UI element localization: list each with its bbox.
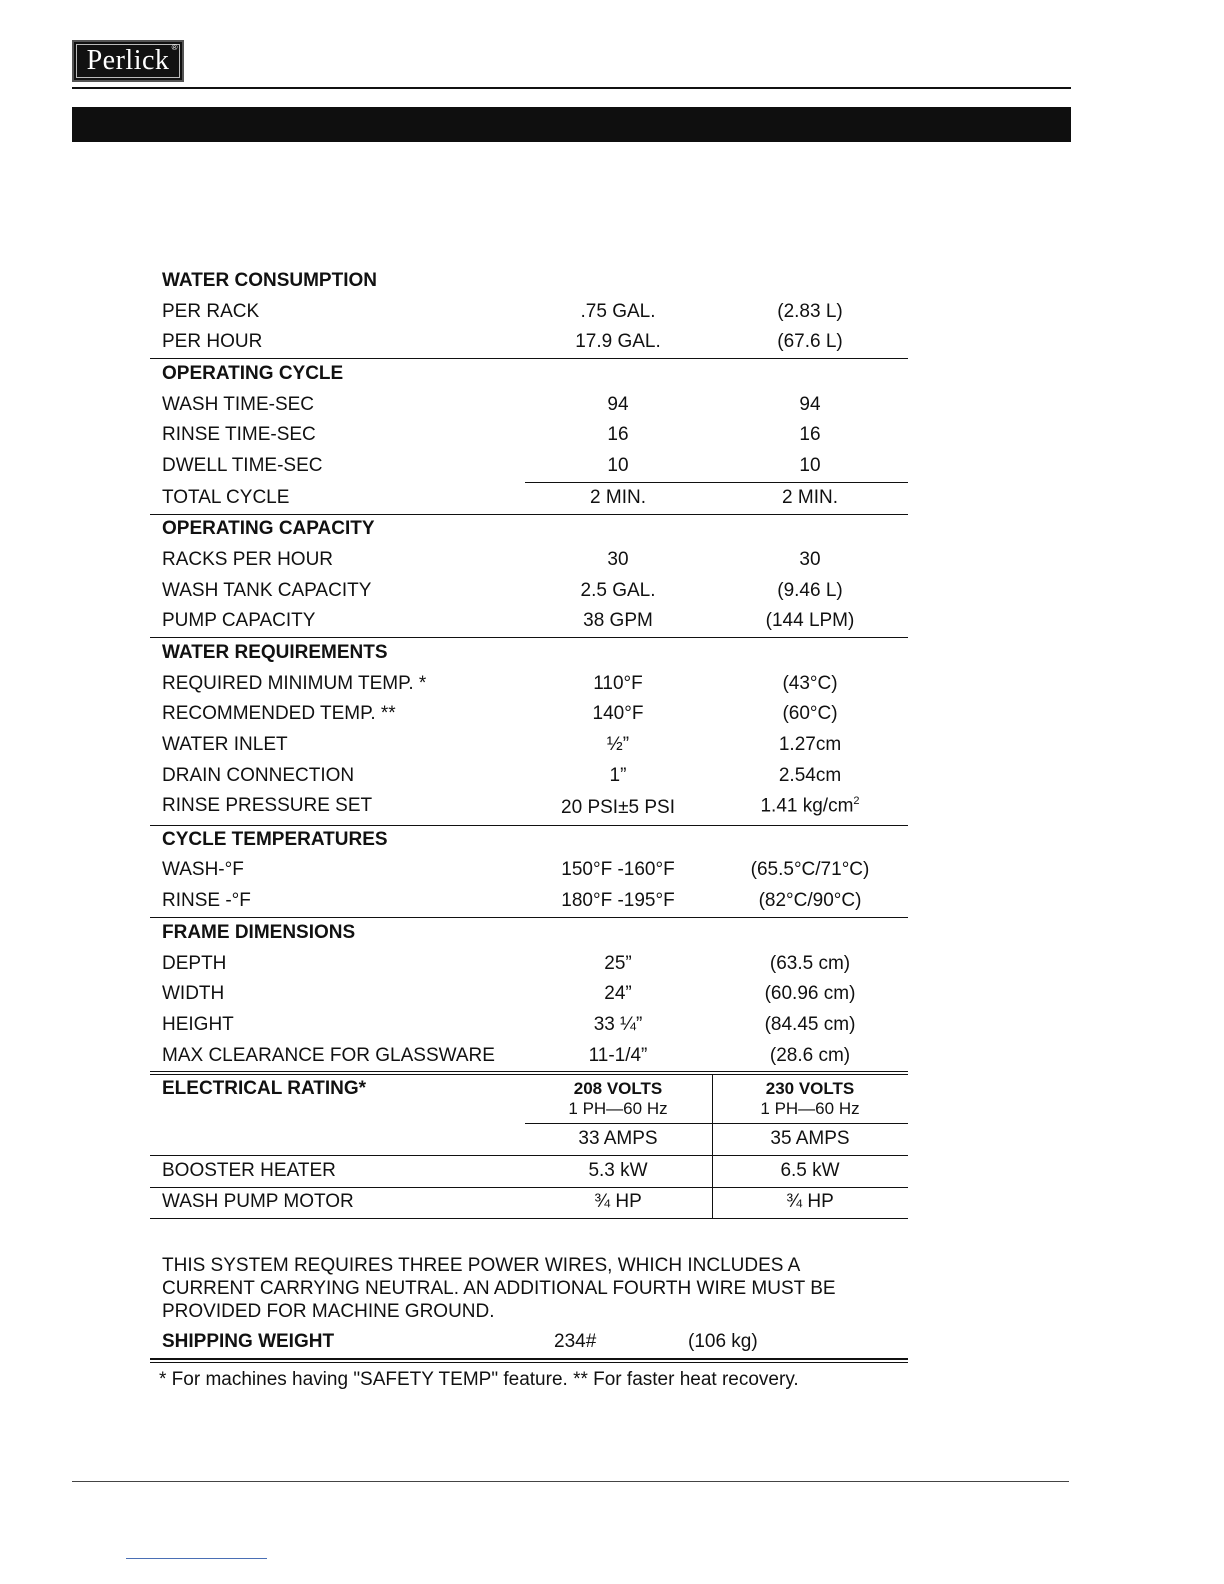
section-divider <box>150 825 908 826</box>
logo-text: Perlick <box>86 45 170 76</box>
section-divider <box>150 637 908 638</box>
section-title: CYCLE TEMPERATURES <box>162 829 388 850</box>
section-title: OPERATING CYCLE <box>162 363 344 384</box>
section-banner <box>72 107 1071 142</box>
footnote: * For machines having "SAFETY TEMP" feature. ** For faster heat recovery. <box>159 1369 799 1390</box>
shipping-divider <box>150 1358 908 1360</box>
row-divider <box>150 1155 908 1156</box>
footer-link-underline <box>126 1558 267 1559</box>
shipping-divider-double <box>150 1362 908 1363</box>
section-title: OPERATING CAPACITY <box>162 518 375 539</box>
footer-rule <box>72 1481 1069 1482</box>
section-title: WATER REQUIREMENTS <box>162 642 388 663</box>
section-title: WATER CONSUMPTION <box>162 270 377 291</box>
row-divider <box>525 1123 908 1124</box>
logo-reg-mark: ® <box>171 43 178 52</box>
section-divider <box>150 1071 908 1072</box>
header-rule <box>72 87 1071 89</box>
section-divider <box>150 514 908 515</box>
wiring-note-line: THIS SYSTEM REQUIRES THREE POWER WIRES, WHICH INCLUDES A <box>162 1255 801 1276</box>
sum-line <box>525 482 908 483</box>
section-divider-double <box>150 1074 908 1075</box>
perlick-logo <box>72 40 184 82</box>
section-divider <box>150 358 908 359</box>
wiring-note-line: CURRENT CARRYING NEUTRAL. AN ADDITIONAL FOURTH WIRE MUST BE <box>162 1278 836 1299</box>
row-divider <box>150 1187 908 1188</box>
voltage-230: 230 VOLTS <box>765 1079 855 1098</box>
section-title: FRAME DIMENSIONS <box>162 922 356 943</box>
section-title: ELECTRICAL RATING* <box>162 1078 367 1099</box>
row-divider <box>150 1218 908 1219</box>
section-divider <box>150 917 908 918</box>
wiring-note-line: PROVIDED FOR MACHINE GROUND. <box>162 1301 495 1322</box>
voltage-208: 208 VOLTS <box>573 1079 663 1098</box>
